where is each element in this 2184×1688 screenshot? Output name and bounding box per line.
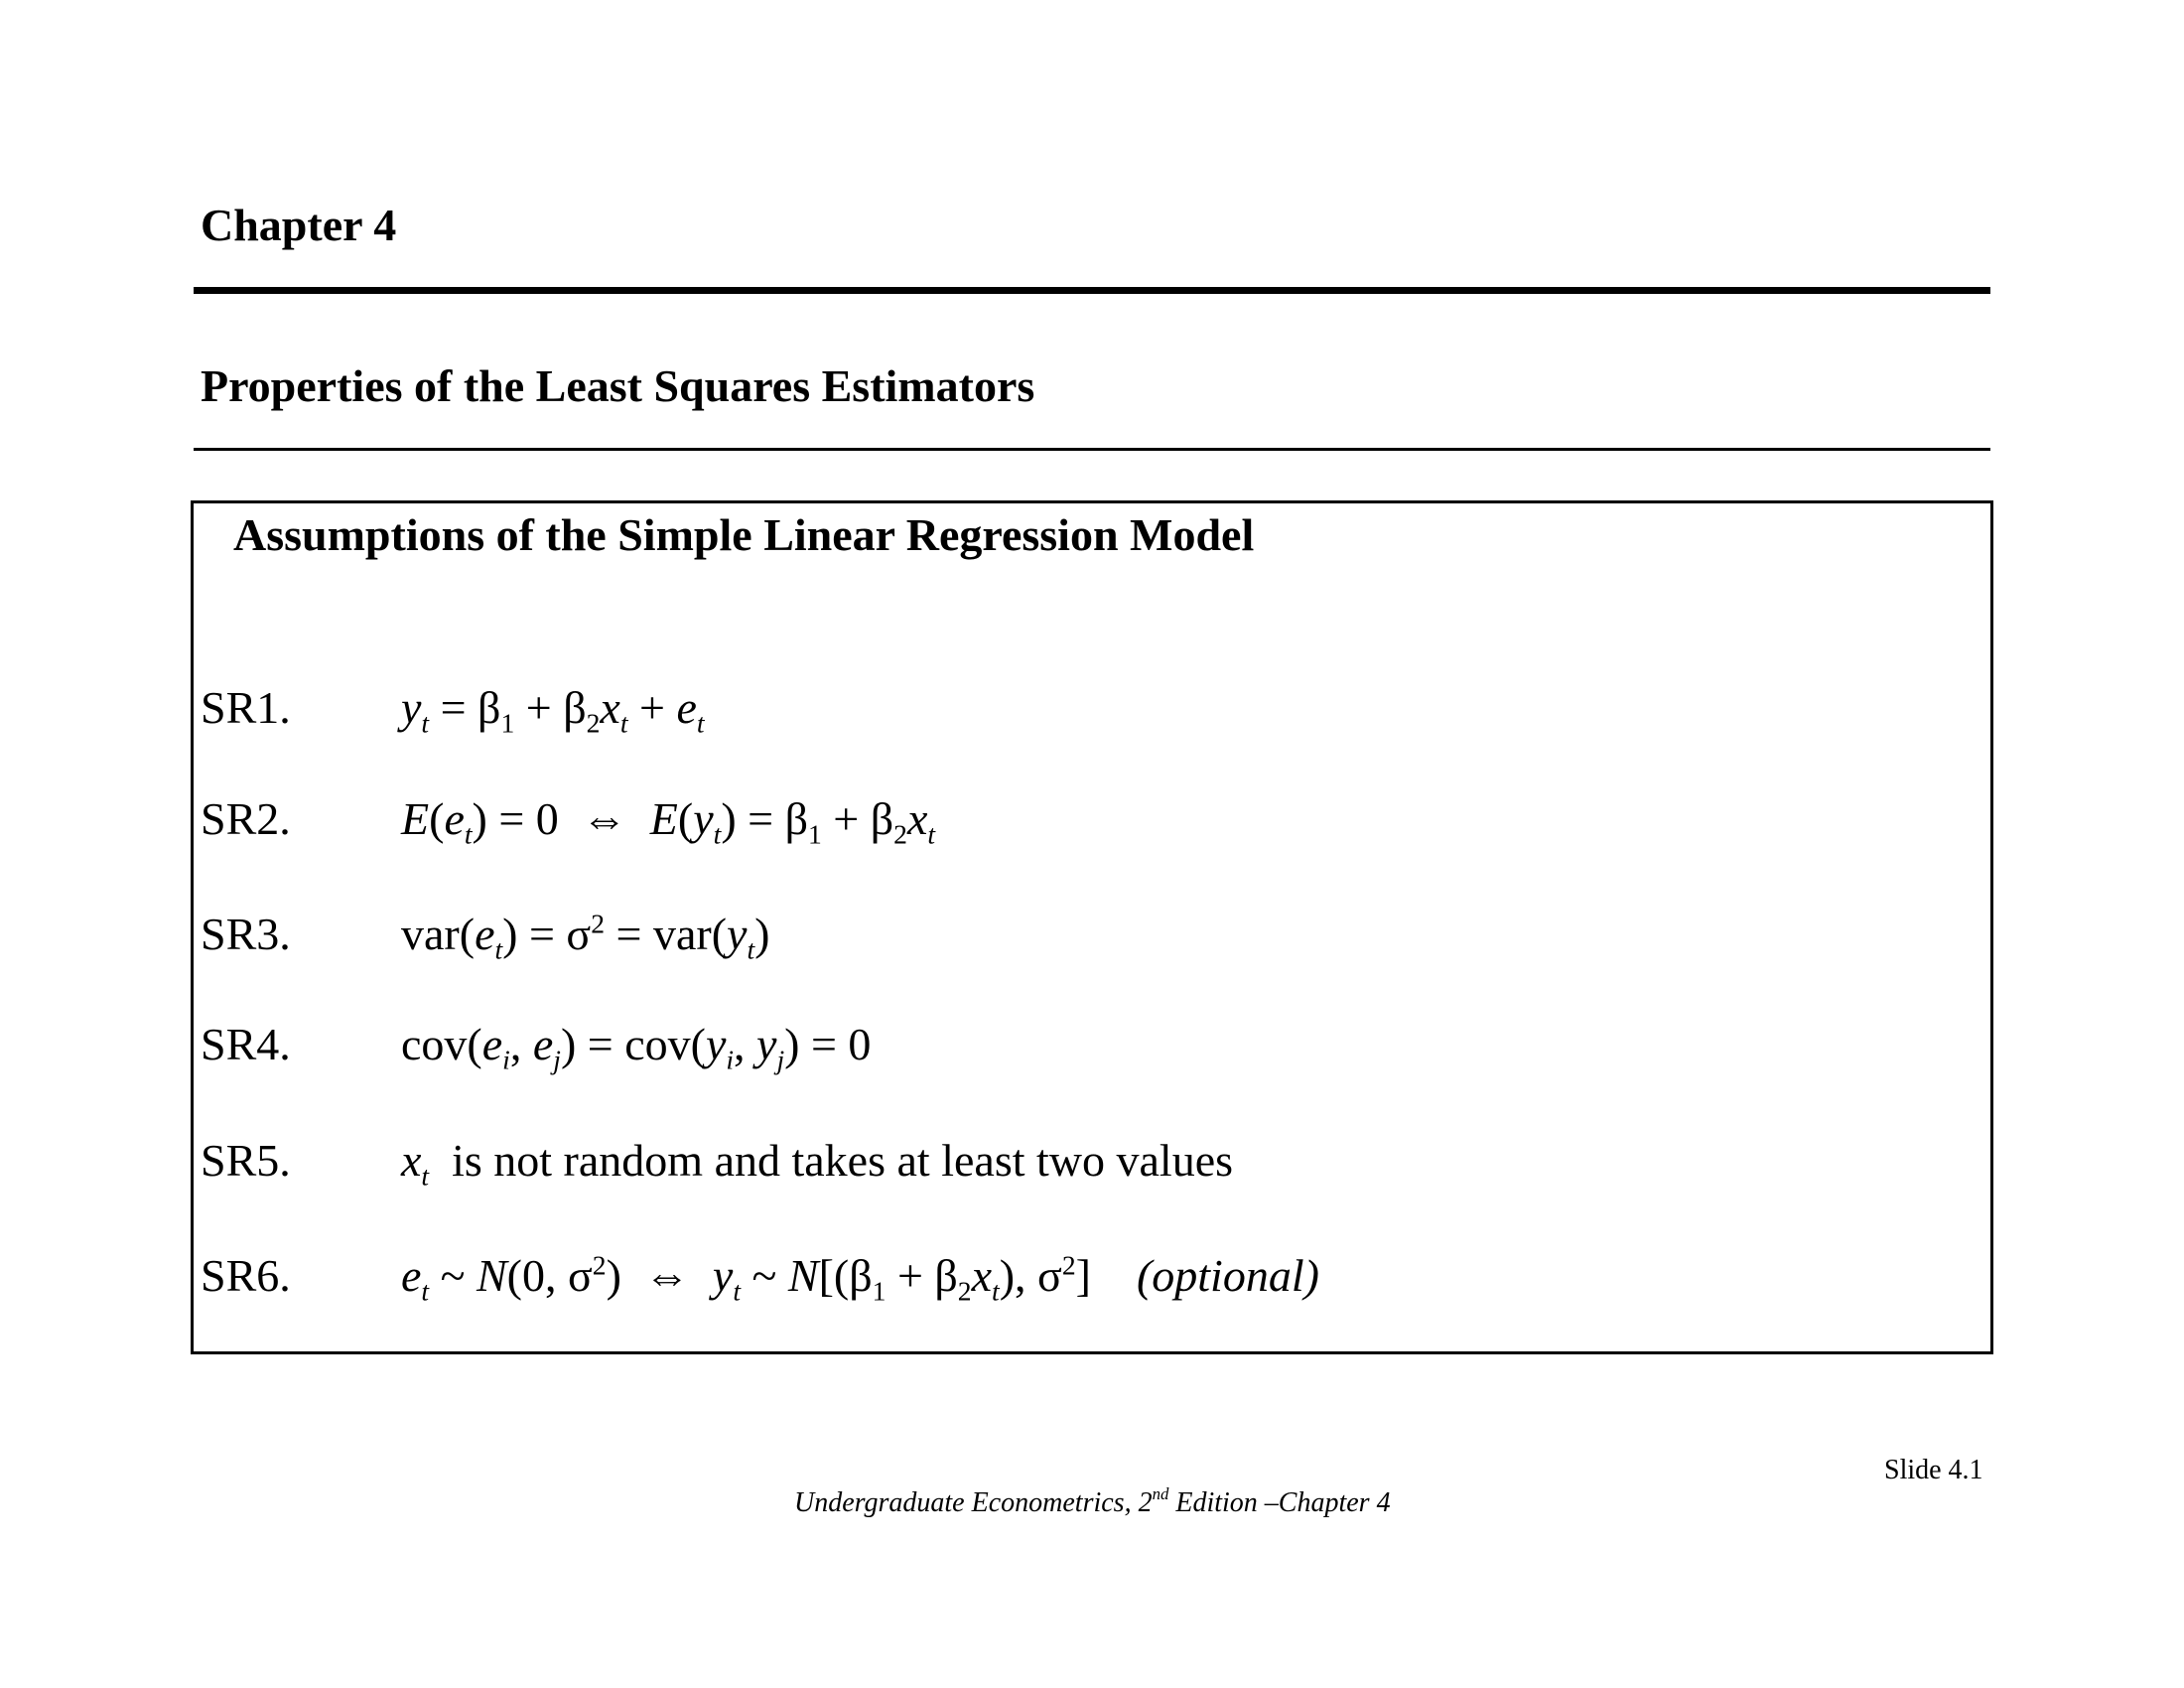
assumption-label: SR5. — [201, 1135, 291, 1186]
assumption-label: SR6. — [201, 1250, 291, 1301]
assumption-label: SR3. — [201, 909, 291, 959]
assumption-formula: $y_t = \beta_1 + \beta_2x_t + e_t$ — [401, 682, 705, 739]
page-title: Properties of the Least Squares Estimators — [201, 360, 1035, 411]
footer-edition: Edition –Chapter 4 — [1168, 1486, 1391, 1518]
optional-note: (optional) — [1136, 1250, 1319, 1301]
assumption-label: SR4. — [201, 1019, 291, 1069]
assumption-label: SR1. — [201, 682, 291, 733]
assumption-label: SR2. — [201, 793, 291, 844]
assumption-formula: $x_t$ is not random and takes at least two values — [401, 1135, 1234, 1192]
slide-number: Slide 4.1 — [1884, 1455, 1983, 1485]
assumption-formula: $var(e_t) = \sigma^2 = var(y_t)$ — [401, 908, 770, 965]
assumptions-title: Assumptions of the Simple Linear Regression Model — [233, 509, 1255, 560]
footer-superscript: nd — [1152, 1484, 1169, 1503]
assumption-formula: $E(e_t) = 0$ ⇔ $E(y_t) = \beta_1 + \beta_2x_t$ — [401, 793, 936, 850]
footer-book-title: Undergraduate Econometrics, 2 — [794, 1486, 1153, 1518]
footer-citation — [794, 1484, 1391, 1519]
sr5-text: is not random and takes at least two values — [452, 1135, 1234, 1186]
chapter-heading: Chapter 4 — [201, 200, 397, 250]
thin-divider — [194, 448, 1990, 451]
assumption-formula: $cov(e_i$, $e_j) = cov(y_i$, $y_j) = 0$ — [401, 1019, 872, 1075]
thick-divider — [194, 287, 1990, 294]
assumption-formula: $e_t$ ~ N(0, $\sigma^2$) ⇔ $y_t$ ~ $N[(\beta_1 + \beta_2x_t)$, $\sigma^2$] (optional) — [401, 1249, 1319, 1307]
